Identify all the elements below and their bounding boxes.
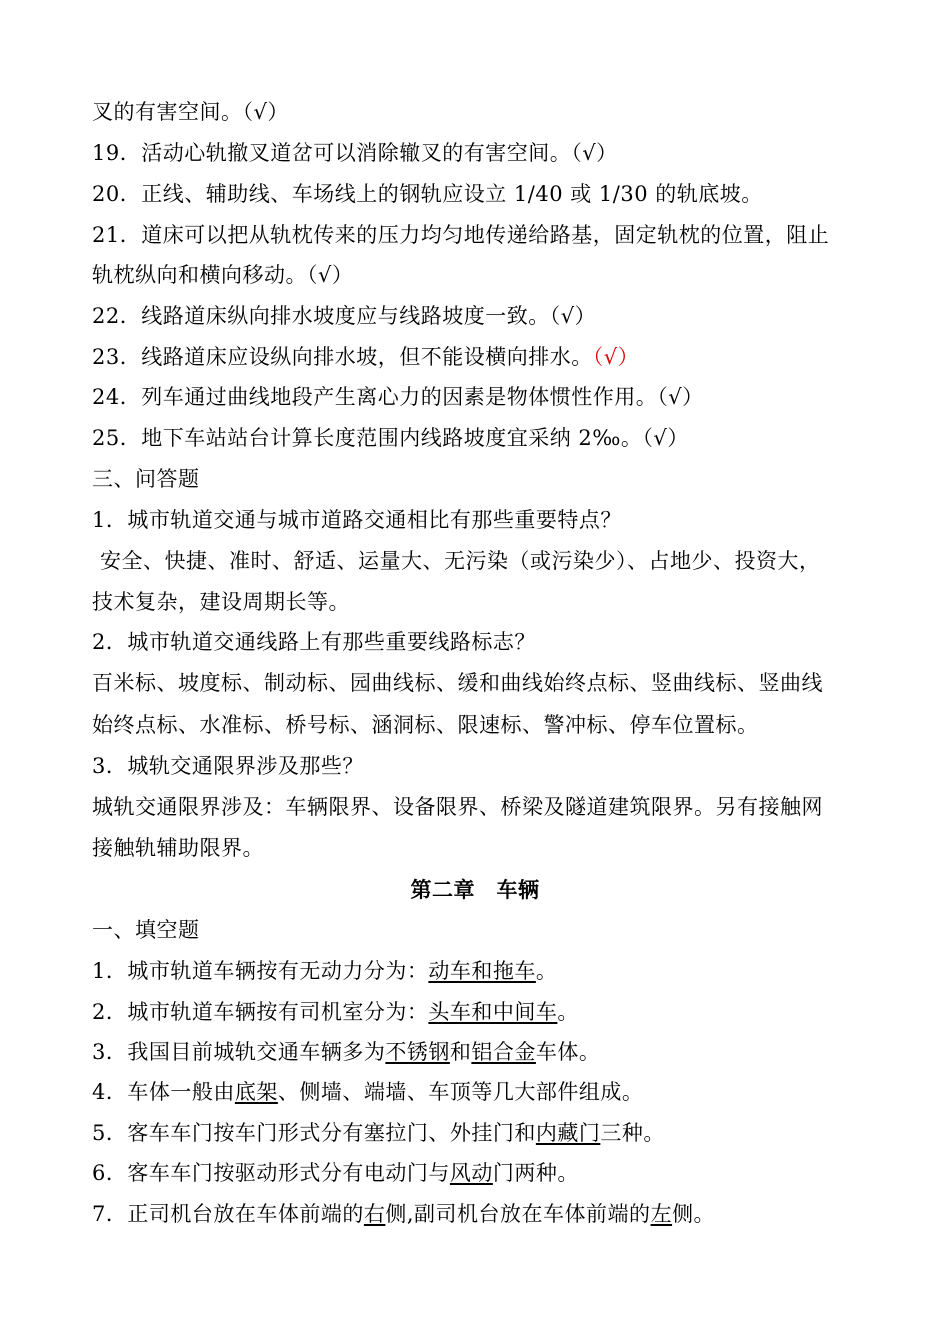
section-heading: 三、问答题 xyxy=(92,467,200,491)
text-line: 24．列车通过曲线地段产生离心力的因素是物体惯性作用。（√） xyxy=(92,385,704,409)
section-heading: 一、填空题 xyxy=(92,918,200,942)
fill-item xyxy=(92,957,880,985)
text-line: 25．地下车站站台计算长度范围内线路坡度宜采纳 2‰。（√） xyxy=(92,426,689,450)
fill-item xyxy=(92,1038,880,1066)
underlined-answer: 底架 xyxy=(234,1080,278,1104)
text-line: 22．线路道床纵向排水坡度应与线路坡度一致。（√） xyxy=(92,304,597,328)
underlined-answer: 头车和中间车 xyxy=(428,1000,558,1024)
item-text: 车体。 xyxy=(535,1040,601,1064)
item-text: 1．城市轨道车辆按有无动力分为： xyxy=(92,959,429,983)
text-line xyxy=(92,343,880,371)
answer-line: 安全、快捷、准时、舒适、运量大、无污染（或污染少）、占地少、投资大， xyxy=(100,549,821,573)
text-line: 轨枕纵向和横向移动。（√） xyxy=(92,263,354,287)
item-text: 三种。 xyxy=(600,1121,665,1145)
item-text: 。 xyxy=(557,1000,579,1024)
fill-item xyxy=(92,1119,880,1147)
answer-line: 百米标、坡度标、制动标、园曲线标、缓和曲线始终点标、竖曲线标、竖曲线 xyxy=(92,671,823,695)
answer-line: 城轨交通限界涉及：车辆限界、设备限界、桥梁及隧道建筑限界。另有接触网 xyxy=(92,795,823,819)
line-text: 23．线路道床应设纵向排水坡，但不能设横向排水。 xyxy=(92,345,593,369)
item-text: 4．车体一般由 xyxy=(92,1080,235,1104)
item-text: 5．客车车门按车门形式分有塞拉门、外挂门和 xyxy=(92,1121,536,1145)
item-text: 侧,副司机台放在车体前端的 xyxy=(385,1202,651,1226)
item-text: 2．城市轨道车辆按有司机室分为： xyxy=(92,1000,429,1024)
fill-item xyxy=(92,1159,880,1187)
question: 1．城市轨道交通与城市道路交通相比有那些重要特点？ xyxy=(92,508,622,532)
text-line: 21．道床可以把从轨枕传来的压力均匀地传递给路基，固定轨枕的位置，阻止 xyxy=(92,223,830,247)
answer-line: 技术复杂，建设周期长等。 xyxy=(92,590,350,614)
text-line: 叉的有害空间。（√） xyxy=(92,100,289,124)
question: 2．城市轨道交通线路上有那些重要线路标志？ xyxy=(92,630,536,654)
underlined-answer: 内藏门 xyxy=(535,1121,601,1145)
underlined-answer: 左 xyxy=(650,1202,673,1226)
text-line: 19．活动心轨撤叉道岔可以消除辙叉的有害空间。（√） xyxy=(92,141,618,165)
fill-item xyxy=(92,998,880,1026)
underlined-answer: 风动 xyxy=(449,1161,493,1185)
underlined-answer: 铝合金 xyxy=(471,1040,536,1064)
item-text: 7．正司机台放在车体前端的 xyxy=(92,1202,364,1226)
fill-item xyxy=(92,1200,880,1228)
item-text: 门两种。 xyxy=(492,1161,579,1185)
answer-line: 接触轨辅助限界。 xyxy=(92,836,264,860)
red-answer-mark: （√） xyxy=(592,345,640,369)
underlined-answer: 动车和拖车 xyxy=(428,959,536,983)
item-text: 3．我国目前城轨交通车辆多为 xyxy=(92,1040,386,1064)
item-text: 6．客车车门按驱动形式分有电动门与 xyxy=(92,1161,450,1185)
chapter-title: 第二章 车辆 xyxy=(410,878,540,902)
fill-item xyxy=(92,1078,880,1106)
answer-line: 始终点标、水准标、桥号标、涵洞标、限速标、警冲标、停车位置标。 xyxy=(92,713,759,737)
question: 3．城轨交通限界涉及那些？ xyxy=(92,754,364,778)
underlined-answer: 右 xyxy=(363,1202,386,1226)
item-text: 、侧墙、端墙、车顶等几大部件组成。 xyxy=(277,1080,644,1104)
item-text: 。 xyxy=(535,959,558,983)
item-text: 和 xyxy=(449,1040,472,1064)
underlined-answer: 不锈钢 xyxy=(385,1040,450,1064)
text-line: 20．正线、辅助线、车场线上的钢轨应设立 1/40 或 1/30 的轨底坡。 xyxy=(92,182,763,206)
item-text: 侧。 xyxy=(672,1202,716,1226)
